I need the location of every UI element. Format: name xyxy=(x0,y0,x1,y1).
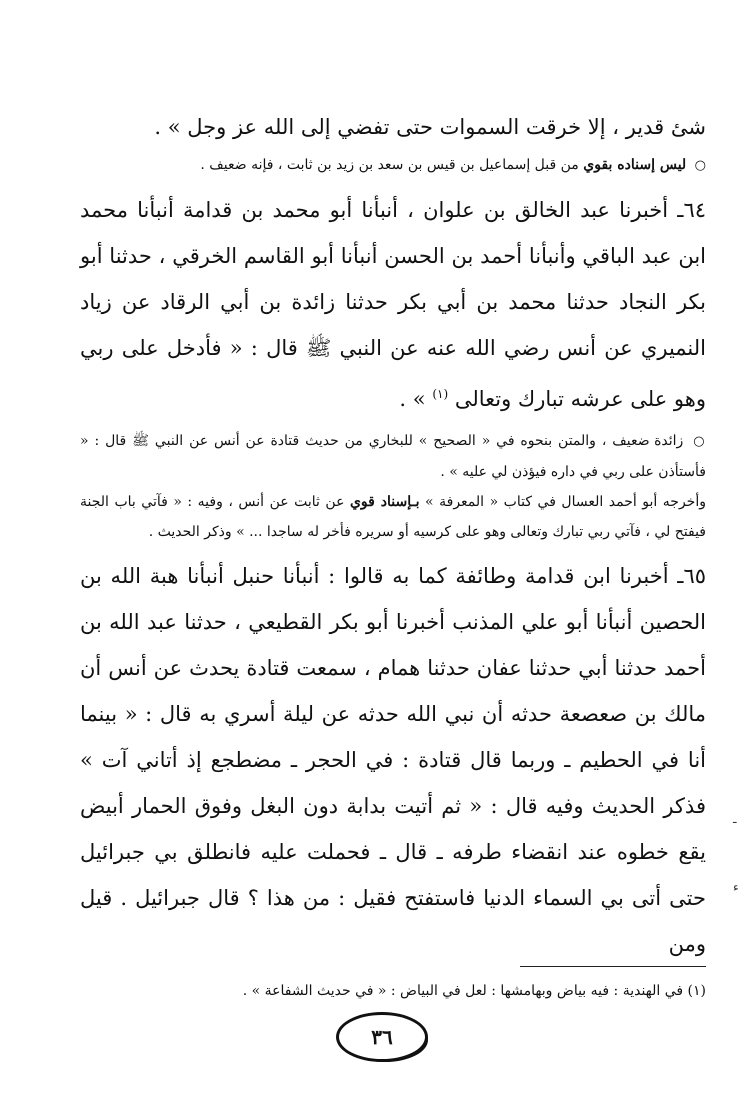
hadith-64-end: » . xyxy=(399,387,426,411)
footnote: (١) في الهندية : فيه بياض وبهامشها : لعل في البياض : « في حديث الشفاعة » . xyxy=(242,983,706,999)
margin-mark-lower: ء xyxy=(733,880,739,894)
footnote-ref: (١) xyxy=(432,387,449,401)
note-text: من قبل إسماعيل بن قيس بن سعد بن زيد بن ثابت ، فإنه ضعيف . xyxy=(200,157,579,173)
page-number-badge xyxy=(336,1012,428,1062)
note-bold-phrase: ليس إسناده بقوي xyxy=(583,157,687,173)
note-isnad-weak xyxy=(80,150,706,181)
note-circle-icon: ○ xyxy=(693,434,706,449)
hadith-64 xyxy=(80,187,706,422)
note-text-b: عن ثابت عن أنس ، وفيه : « فآتي باب الجنة فيفتح لي ، فآتي ربي تبارك وتعالى وهو على كرسيه أو سريره فأخر له ساجدا ... » وذكر الحديث . xyxy=(80,494,706,540)
page-body xyxy=(80,104,706,967)
note-text: زائدة ضعيف ، والمتن بنحوه في « الصحيح » للبخاري من حديث قتادة عن أنس عن النبي ﷺ قال : « فأستأذن على ربي في داره فيؤذن لي عليه » . xyxy=(80,433,706,480)
hadith-65: ٦٥ـ أخبرنا ابن قدامة وطائفة كما به قالوا : أنبأنا حنبل أنبأنا هبة الله بن الحصين أنبأنا أبو علي المذنب أخبرنا أبو بكر القطيعي ، حدثنا عبد الله بن أحمد حدثنا أبي حدثنا عفان حدثنا همام ، سمعت قتادة يحدث عن أنس أن مالك بن صعصعة حدثه أن نبي الله حدثه عن ليلة أسري به قال : « بينما أنا في الحطيم ـ وربما قال قتادة : في الحجر ـ مضطجع إذ أتاني آت » فذكر الحديث وفيه قال : « ثم أتيت بدابة دون البغل وفوق الحمار أبيض يقع خطوه عند انقضاء طرفه ـ قال ـ فحملت عليه فانطلق بي جبرائيل حتى أتى بي السماء الدنيا فاستفتح فقيل : من هذا ؟ قال جبرائيل . قيل ومن xyxy=(80,564,706,956)
note-bold-phrase: بـإسناد قوي xyxy=(349,494,420,510)
note-text-a: وأخرجه أبو أحمد العسال في كتاب « المعرفة » xyxy=(425,494,706,510)
page-number: ٣٦ xyxy=(371,1025,393,1049)
paragraph-continuation: شئ قدير ، إلا خرقت السموات حتى تفضي إلى الله عز وجل » . xyxy=(154,115,706,139)
margin-mark-upper: ـ xyxy=(733,812,737,826)
note-assal xyxy=(80,487,706,547)
note-zaida xyxy=(80,426,706,487)
hadith-64-text: ٦٤ـ أخبرنا عبد الخالق بن علوان ، أنبأنا أبو محمد بن قدامة أنبأنا محمد ابن عبد الباقي وأنبأنا أحمد بن الحسن أنبأنا أبو القاسم الخرقي ، حدثنا أبو بكر النجاد حدثنا محمد بن أبي بكر حدثنا زائدة بن أبي الرقاد عن زياد النميري عن أنس رضي الله عنه عن النبي ﷺ قال : « فأدخل على ربي وهو على عرشه تبارك وتعالى xyxy=(80,198,706,411)
note-circle-icon: ○ xyxy=(694,158,706,173)
footnote-divider xyxy=(520,966,706,967)
